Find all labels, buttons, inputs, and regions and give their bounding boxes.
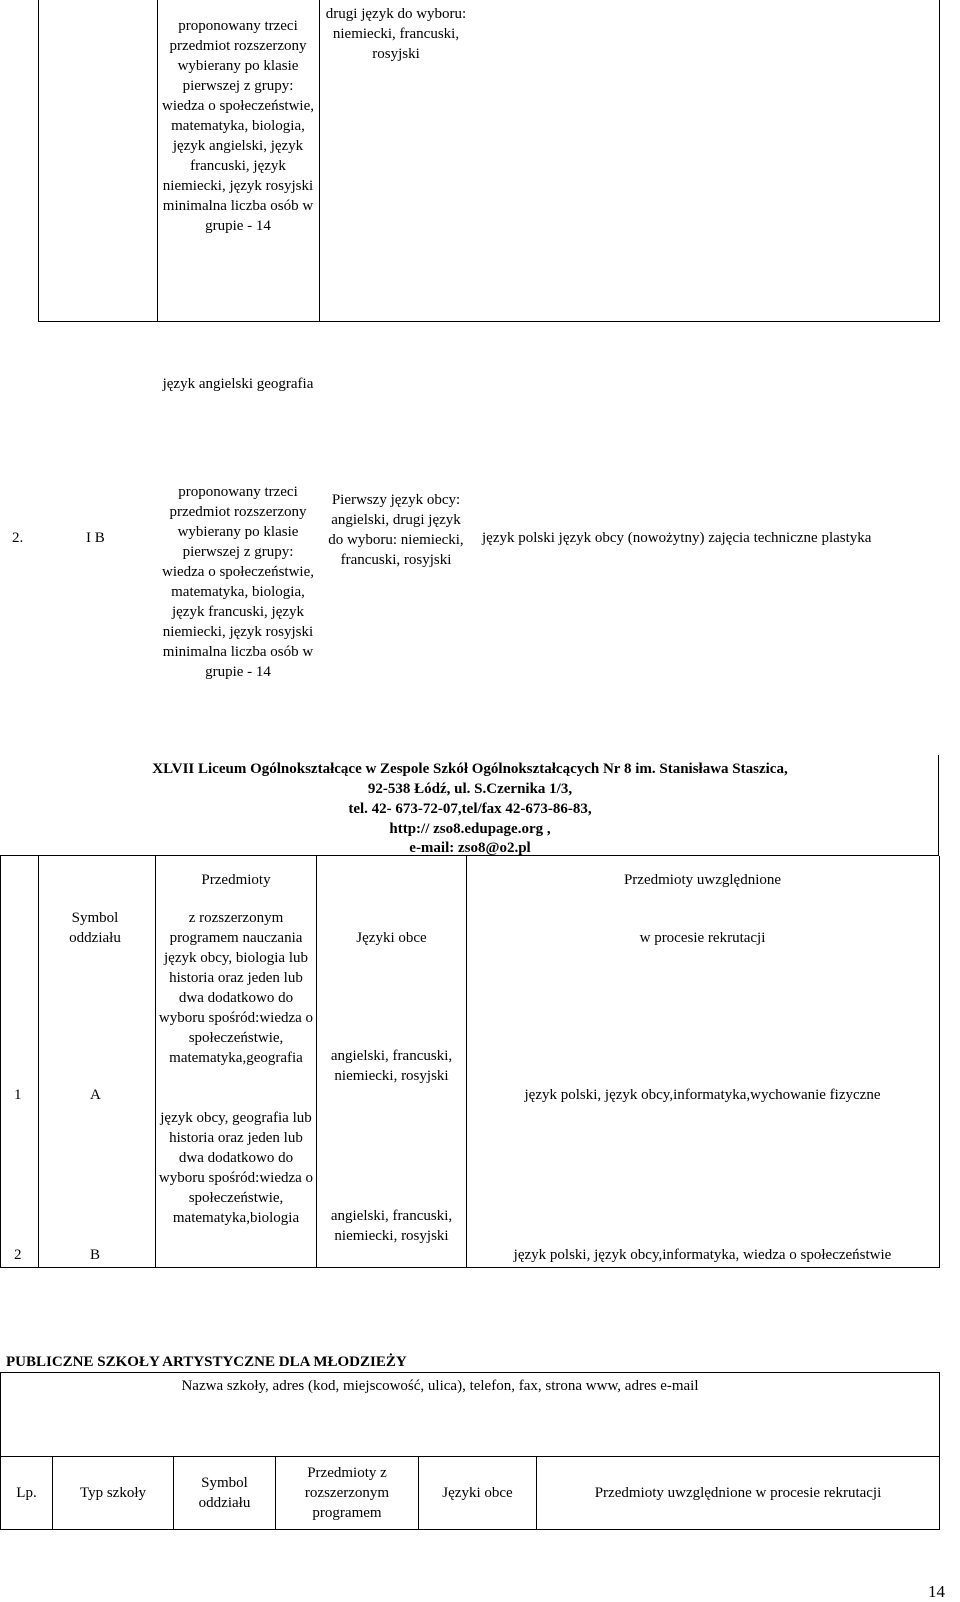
header-recruitment: Przedmioty uwzględnione	[623, 872, 782, 888]
table-row-subjects: język obcy, geografia lub historia oraz jeden lub dwa dodatkowo do wyboru spośród:wiedza o społeczeństwie, matematyka,biologia	[158, 1110, 314, 1226]
header-symbol: Symbol oddziału	[69, 910, 121, 946]
row-number-2: 2.	[12, 530, 24, 546]
table-row-symbol: B	[90, 1247, 101, 1263]
table-row-subjects: język obcy, biologia lub historia oraz jeden lub dwa dodatkowo do wyboru spośród:wiedza o społeczeństwie, matematyka,geografia	[158, 950, 314, 1066]
school-email: e-mail: zso8@o2.pl	[409, 840, 531, 856]
school-address: 92-538 Łódź, ul. S.Czernika 1/3,	[367, 781, 573, 797]
table-row-recruitment: język polski, język obcy,informatyka, wiedza o społeczeństwie	[513, 1247, 892, 1263]
table-row-languages: angielski, francuski, niemiecki, rosyjski	[330, 1208, 453, 1244]
table-row-languages: angielski, francuski, niemiecki, rosyjski	[330, 1048, 453, 1084]
school-name: XLVII Liceum Ogólnokształcące w Zespole Szkół Ogólnokształcących Nr 8 im. Stanisława Staszica,	[152, 761, 788, 777]
extended-subject-note-1: proponowany trzeci przedmiot rozszerzony wybierany po klasie pierwszej z grupy: wiedza o społeczeństwie, matematyka, biologia, język angielski, język francuski, język niemiecki, język rosyjski minimalna liczba osób w grupie - 14	[161, 18, 315, 234]
art-col-languages: Języki obce	[442, 1485, 513, 1501]
art-col-recruitment: Przedmioty uwzględnione w procesie rekrutacji	[594, 1485, 882, 1501]
table-row-recruitment: język polski, język obcy,informatyka,wychowanie fizyczne	[524, 1087, 881, 1103]
header-subjects: Przedmioty	[201, 872, 271, 888]
extended-subject-note-2: proponowany trzeci przedmiot rozszerzony wybierany po klasie pierwszej z grupy: wiedza o społeczeństwie, matematyka, biologia, język francuski, język niemiecki, język rosyjski minimalna liczba osób w grupie - 14	[161, 484, 315, 680]
subjects-english-geography: język angielski geografia	[162, 376, 314, 392]
art-school-info-header: Nazwa szkoły, adres (kod, miejscowość, ulica), telefon, fax, strona www, adres e-mail	[181, 1378, 699, 1394]
table-row-number: 2	[14, 1247, 22, 1263]
foreign-languages-2: Pierwszy język obcy: angielski, drugi język do wyboru: niemiecki, francuski, rosyjski	[328, 492, 464, 568]
school-website: http:// zso8.edupage.org ,	[389, 821, 551, 837]
art-col-lp: Lp.	[16, 1485, 37, 1501]
table-row-number: 1	[14, 1087, 22, 1103]
recruitment-subjects-ib: język polski język obcy (nowożytny) zajęcia techniczne plastyka	[482, 530, 872, 546]
table-row-symbol: A	[90, 1087, 101, 1103]
header-recruitment-process: w procesie rekrutacji	[639, 930, 766, 946]
page-number: 14	[928, 1582, 945, 1601]
art-col-symbol: Symbol oddziału	[198, 1475, 251, 1511]
header-languages: Języki obce	[356, 930, 427, 946]
school-phone: tel. 42- 673-72-07,tel/fax 42-673-86-83,	[348, 801, 592, 817]
art-schools-heading: PUBLICZNE SZKOŁY ARTYSTYCZNE DLA MŁODZIEŻY	[6, 1354, 407, 1370]
art-col-subjects: Przedmioty z rozszerzonym programem	[304, 1465, 390, 1521]
class-symbol-ib: I B	[86, 530, 105, 546]
foreign-languages-1: drugi język do wyboru: niemiecki, francuski, rosyjski	[325, 6, 467, 62]
header-extended-program: z rozszerzonym programem nauczania	[169, 910, 303, 946]
art-col-school-type: Typ szkoły	[79, 1485, 147, 1501]
